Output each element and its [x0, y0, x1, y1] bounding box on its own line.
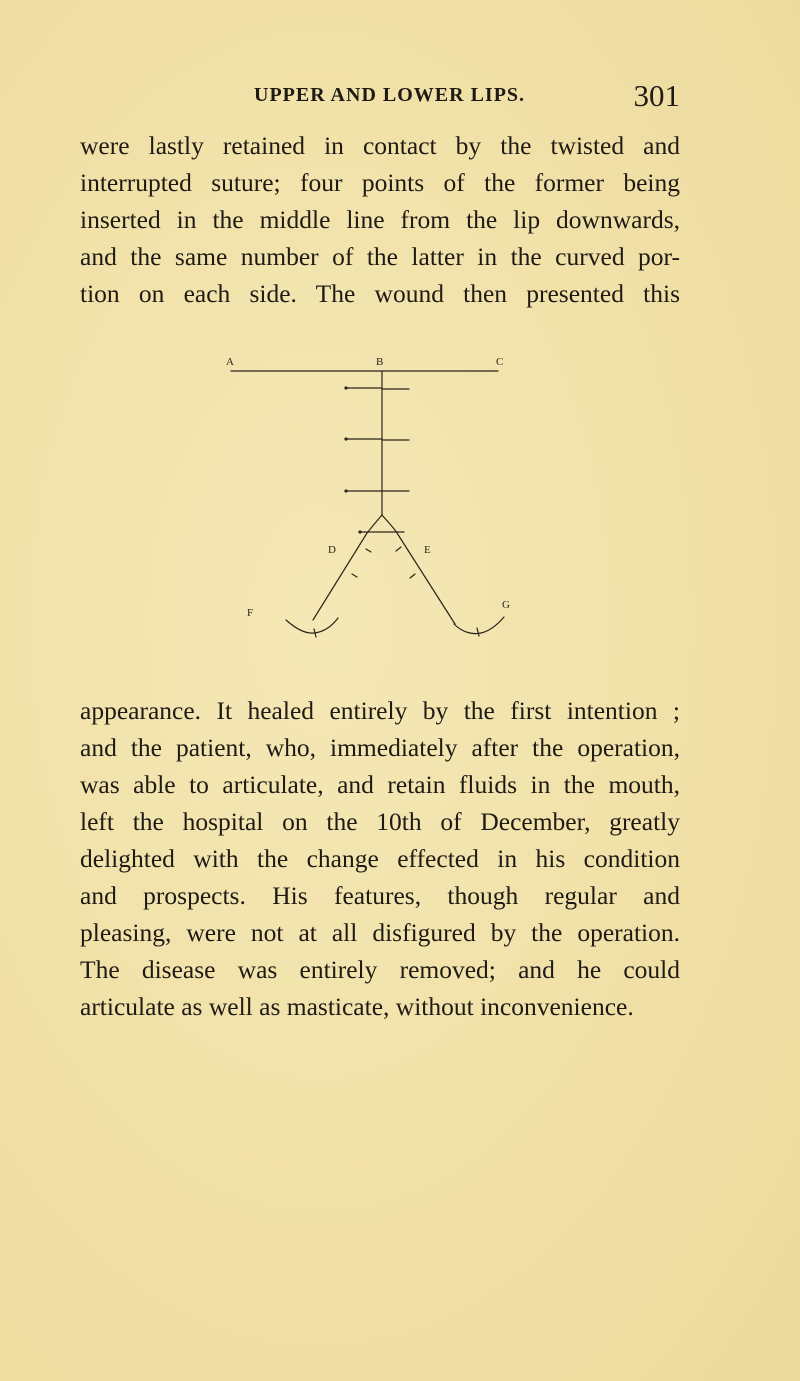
label-d: D [328, 544, 336, 556]
text-line: tion on each side. The wound then presented this [80, 279, 680, 308]
interrupted-suture [396, 547, 401, 551]
text-line: inserted in the middle line from the lip downwards, [80, 205, 680, 234]
interrupted-suture [410, 574, 415, 578]
paragraph-2 [80, 692, 680, 1025]
label-a: A [226, 356, 234, 368]
left-hook [286, 618, 338, 633]
suture-pin [344, 489, 347, 492]
text-line: and prospects. His features, though regular and [80, 881, 680, 910]
suture-diagram-drawing [200, 352, 530, 652]
right-hook [454, 617, 504, 634]
text-line: were lastly retained in contact by the twisted and [80, 131, 680, 160]
label-g: G [502, 599, 510, 611]
right-incision [382, 515, 455, 624]
interrupted-suture [366, 549, 371, 552]
paragraph-1 [80, 127, 680, 312]
text-line: The disease was entirely removed; and he could [80, 955, 680, 984]
text-line: and the same number of the latter in the curved por- [80, 242, 680, 271]
page-number: 301 [633, 78, 680, 113]
text-line: and the patient, who, immediately after the operation, [80, 733, 680, 762]
left-incision [313, 515, 382, 620]
suture-pin [344, 437, 347, 440]
suture-pin [344, 386, 347, 389]
suture-diagram [200, 352, 530, 652]
running-head [80, 78, 680, 114]
text-line: articulate as well as masticate, without inconvenience. [80, 992, 634, 1021]
text-line: pleasing, were not at all disfigured by the operation. [80, 918, 680, 947]
text-line: was able to articulate, and retain fluids in the mouth, [80, 770, 680, 799]
interrupted-suture [477, 628, 479, 636]
text-line: interrupted suture; four points of the former being [80, 168, 680, 197]
suture-pin [358, 530, 361, 533]
running-title: UPPER AND LOWER LIPS. [254, 84, 526, 106]
label-c: C [496, 356, 504, 368]
label-b: B [376, 356, 384, 368]
text-line: left the hospital on the 10th of December, greatly [80, 807, 680, 836]
interrupted-suture [352, 574, 357, 577]
label-f: F [247, 607, 254, 619]
label-e: E [424, 544, 431, 556]
text-line: appearance. It healed entirely by the first intention ; [80, 696, 680, 725]
text-line: delighted with the change effected in his condition [80, 844, 680, 873]
